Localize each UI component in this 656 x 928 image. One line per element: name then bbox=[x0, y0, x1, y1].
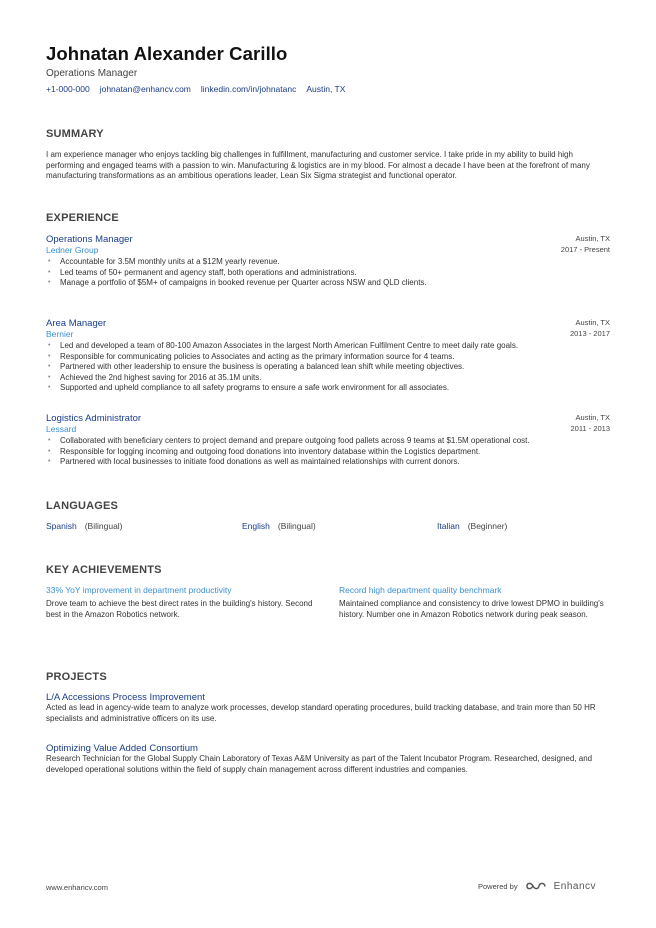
footer-branding[interactable] bbox=[478, 880, 596, 892]
job-bullets bbox=[46, 257, 610, 289]
achievement-desc: Maintained compliance and consistency to drive lowest DPMO in building's history. Number one in Amazon Robotics network during peak season. bbox=[339, 599, 604, 619]
job-dates: 2011 - 2013 bbox=[570, 424, 610, 433]
footer-website-link[interactable]: www.enhancv.com bbox=[46, 883, 108, 892]
enhancv-brand-name: Enhancv bbox=[553, 880, 597, 892]
powered-by-label: Powered by bbox=[478, 881, 518, 891]
job-bullet: • Responsible for logging incoming and outgoing food donations into inventory database within the Logistics department. bbox=[46, 447, 610, 458]
job-meta bbox=[571, 412, 610, 434]
project-item bbox=[46, 692, 610, 724]
job-title: Logistics Administrator bbox=[46, 413, 142, 424]
job-bullet: • Manage a portfolio of $5M+ of campaigns in booked revenue per Quarter across NSW and QLD clients. bbox=[46, 278, 610, 289]
achievement-item bbox=[46, 585, 316, 620]
job-bullet: • Collaborated with beneficiary centers to project demand and prepare outgoing food pallets across 9 teams at $1.5M operational cost. bbox=[46, 436, 610, 447]
project-item bbox=[46, 743, 610, 775]
job-bullets bbox=[46, 436, 610, 468]
languages-heading: LANGUAGES bbox=[46, 500, 119, 512]
language-level: (Beginner) bbox=[467, 521, 508, 531]
language-name: English bbox=[242, 521, 270, 531]
language-name: Italian bbox=[437, 521, 460, 531]
achievement-title: Record high department quality benchmark bbox=[339, 585, 502, 595]
candidate-role: Operations Manager bbox=[46, 68, 138, 79]
language-item bbox=[242, 521, 316, 531]
project-title: Optimizing Value Added Consortium bbox=[46, 743, 198, 754]
email-link[interactable]: johnatan@enhancv.com bbox=[99, 84, 191, 94]
project-title: L/A Accessions Process Improvement bbox=[46, 692, 205, 703]
enhancv-logo-icon bbox=[526, 880, 546, 892]
job-entry bbox=[46, 413, 610, 468]
achievements-heading: KEY ACHIEVEMENTS bbox=[46, 564, 162, 576]
job-bullet: • Responsible for communicating policies to Associates and acting as the primary information source for 4 teams. bbox=[46, 352, 610, 363]
job-meta bbox=[561, 233, 610, 255]
language-item bbox=[46, 521, 123, 531]
job-title: Area Manager bbox=[46, 318, 107, 329]
job-bullet: • Accountable for 3.5M monthly units at a $12M yearly revenue. bbox=[46, 257, 610, 268]
candidate-name: Johnatan Alexander Carillo bbox=[46, 43, 288, 64]
project-desc: Research Technician for the Global Supply Chain Laboratory of Texas A&M University as part of the Talent Incubator Program. Researched, designed, and developed operational solutions within the field of supply chain management across different industries and companies. bbox=[46, 754, 593, 774]
job-bullet: • Partnered with other leadership to ensure the business is operating a balanced lean shift while meeting objectives. bbox=[46, 362, 610, 373]
job-entry bbox=[46, 318, 610, 394]
language-level: (Bilingual) bbox=[84, 521, 123, 531]
linkedin-link[interactable]: linkedin.com/in/johnatanc bbox=[200, 84, 297, 94]
achievement-title: 33% YoY improvement in department productivity bbox=[46, 585, 232, 595]
job-bullet: • Partnered with local businesses to initiate food donations as well as maintained relationships with current donors. bbox=[46, 457, 610, 468]
projects-heading: PROJECTS bbox=[46, 671, 107, 683]
language-item bbox=[437, 521, 507, 531]
summary-text: I am experience manager who enjoys tackling big challenges in fulfillment, manufacturing and customer service. I take pride in my ability to build high performing and engaged teams with a passion to win. Manufacturing & logistics are in my blood. For almost a decade I have been at the forefront of many manufacturing transformations as an ambitious operations leader, Lean Six Sigma strategist and functional operator. bbox=[46, 150, 590, 180]
job-dates: 2013 - 2017 bbox=[569, 329, 610, 338]
job-dates: 2017 - Present bbox=[560, 245, 610, 254]
job-bullet: • Led and developed a team of 80-100 Amazon Associates in the largest North American Fulfilment Centre to meet daily rate goals. bbox=[46, 341, 610, 352]
project-desc: Acted as lead in agency-wide team to analyze work processes, develop standard operating procedures, build tracking database, and train more than 50 HR specialists and administrative officers on its use. bbox=[46, 703, 596, 723]
job-meta bbox=[570, 317, 610, 339]
contact-list bbox=[46, 84, 345, 94]
job-bullet: • Achieved the 2nd highest saving for 2016 at 35.1M units. bbox=[46, 373, 610, 384]
phone-link[interactable]: +1-000-000 bbox=[46, 84, 90, 94]
job-title: Operations Manager bbox=[46, 234, 133, 245]
job-location: Austin, TX bbox=[575, 413, 610, 422]
job-company[interactable]: Lessard bbox=[46, 424, 77, 434]
job-location: Austin, TX bbox=[575, 318, 610, 327]
experience-heading: EXPERIENCE bbox=[46, 212, 119, 224]
job-bullet: • Led teams of 50+ permanent and agency staff, both operations and administrations. bbox=[46, 268, 610, 279]
job-bullets bbox=[46, 341, 610, 394]
language-name: Spanish bbox=[46, 521, 77, 531]
achievement-item bbox=[339, 585, 609, 620]
job-bullet: • Supported and upheld compliance to all safety programs to ensure a safe work environment for all associates. bbox=[46, 383, 610, 394]
summary-heading: SUMMARY bbox=[46, 128, 104, 140]
achievement-desc: Drove team to achieve the best direct rates in the building's history. Second best in the Amazon Robotics network. bbox=[46, 599, 313, 619]
language-level: (Bilingual) bbox=[277, 521, 316, 531]
job-company[interactable]: Ledner Group bbox=[46, 245, 99, 255]
job-entry bbox=[46, 234, 610, 289]
job-location: Austin, TX bbox=[575, 234, 610, 243]
job-company[interactable]: Bernier bbox=[46, 329, 74, 339]
location-text: Austin, TX bbox=[306, 84, 346, 94]
